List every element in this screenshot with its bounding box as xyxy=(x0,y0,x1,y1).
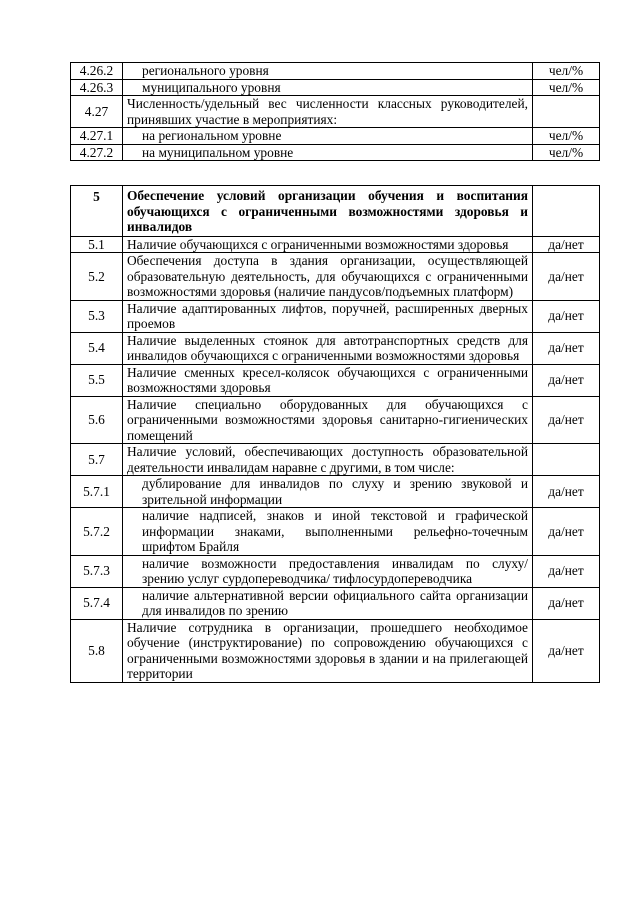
row-number: 5.5 xyxy=(71,364,123,396)
row-value: да/нет xyxy=(533,300,600,332)
row-number: 4.26.2 xyxy=(71,63,123,80)
indicators-table-section-5 xyxy=(70,185,600,683)
row-number: 5.8 xyxy=(71,619,123,682)
row-value: чел/% xyxy=(533,128,600,145)
row-description: на муниципальном уровне xyxy=(123,144,533,161)
row-number: 5.2 xyxy=(71,253,123,301)
row-value: да/нет xyxy=(533,476,600,508)
row-value: да/нет xyxy=(533,236,600,253)
row-description: муниципального уровня xyxy=(123,79,533,96)
row-number: 5.7 xyxy=(71,444,123,476)
row-number: 4.27.1 xyxy=(71,128,123,145)
row-description: Наличие выделенных стоянок для автотранспортных средств для инвалидов обучающихся с ограниченными возможностями здоровья xyxy=(123,332,533,364)
row-number: 5.7.4 xyxy=(71,587,123,619)
row-value: да/нет xyxy=(533,396,600,444)
table-row xyxy=(71,253,600,301)
section-header-row xyxy=(71,186,600,237)
row-description: на региональном уровне xyxy=(123,128,533,145)
row-description: Численность/удельный вес численности классных руководителей, принявших участие в мероприятиях: xyxy=(123,96,533,128)
row-description: Наличие сменных кресел-колясок обучающихся с ограниченными возможностями здоровья xyxy=(123,364,533,396)
section-title: Обеспечение условий организации обучения и воспитания обучающихся с ограниченными возможностями здоровья и инвалидов xyxy=(123,186,533,237)
table-row xyxy=(71,128,600,145)
row-number: 5.7.2 xyxy=(71,508,123,556)
row-value: чел/% xyxy=(533,79,600,96)
row-number: 4.27.2 xyxy=(71,144,123,161)
row-number: 5.1 xyxy=(71,236,123,253)
row-value: да/нет xyxy=(533,364,600,396)
row-description: Наличие адаптированных лифтов, поручней, расширенных дверных проемов xyxy=(123,300,533,332)
row-description: Наличие условий, обеспечивающих доступность образовательной деятельности инвалидам наравне с другими, в том числе: xyxy=(123,444,533,476)
row-description: Наличие специально оборудованных для обучающихся с ограниченными возможностями здоровья санитарно-гигиенических помещений xyxy=(123,396,533,444)
table-row xyxy=(71,63,600,80)
table-row xyxy=(71,79,600,96)
row-description: Наличие обучающихся с ограниченными возможностями здоровья xyxy=(123,236,533,253)
row-number: 4.27 xyxy=(71,96,123,128)
row-number: 5.4 xyxy=(71,332,123,364)
row-number: 4.26.3 xyxy=(71,79,123,96)
row-description: дублирование для инвалидов по слуху и зрению звуковой и зрительной информации xyxy=(123,476,533,508)
row-value: да/нет xyxy=(533,587,600,619)
row-description: наличие возможности предоставления инвалидам по слуху/ зрению услуг сурдопереводчика/ тифлосурдопереводчика xyxy=(123,555,533,587)
row-number: 5.6 xyxy=(71,396,123,444)
table-row xyxy=(71,555,600,587)
table-row xyxy=(71,332,600,364)
section-number: 5 xyxy=(71,186,123,237)
table-row xyxy=(71,444,600,476)
table-row xyxy=(71,476,600,508)
table-row xyxy=(71,144,600,161)
row-description: Обеспечения доступа в здания организации, осуществляющей образовательную деятельность, для обучающихся с ограниченными возможностями здоровья (наличие пандусов/подъемных платформ) xyxy=(123,253,533,301)
row-description: регионального уровня xyxy=(123,63,533,80)
row-description: наличие альтернативной версии официального сайта организации для инвалидов по зрению xyxy=(123,587,533,619)
table-row xyxy=(71,96,600,128)
row-value: да/нет xyxy=(533,253,600,301)
row-value: чел/% xyxy=(533,144,600,161)
row-value: да/нет xyxy=(533,619,600,682)
row-number: 5.7.3 xyxy=(71,555,123,587)
row-value: да/нет xyxy=(533,508,600,556)
table-row xyxy=(71,508,600,556)
indicators-table-top xyxy=(70,62,600,161)
row-value: да/нет xyxy=(533,332,600,364)
row-value xyxy=(533,444,600,476)
table-row xyxy=(71,236,600,253)
row-value: чел/% xyxy=(533,63,600,80)
row-description: наличие надписей, знаков и иной текстовой и графической информации знаками, выполненными рельефно-точечным шрифтом Брайля xyxy=(123,508,533,556)
row-value: да/нет xyxy=(533,555,600,587)
section-value xyxy=(533,186,600,237)
table-row xyxy=(71,300,600,332)
row-number: 5.3 xyxy=(71,300,123,332)
table-row xyxy=(71,619,600,682)
row-number: 5.7.1 xyxy=(71,476,123,508)
row-value xyxy=(533,96,600,128)
row-description: Наличие сотрудника в организации, прошедшего необходимое обучение (инструктирование) по сопровождению обучающихся с ограниченными возможностями здоровья в здании и на прилегающей территории xyxy=(123,619,533,682)
table-row xyxy=(71,396,600,444)
table-row xyxy=(71,587,600,619)
table-row xyxy=(71,364,600,396)
